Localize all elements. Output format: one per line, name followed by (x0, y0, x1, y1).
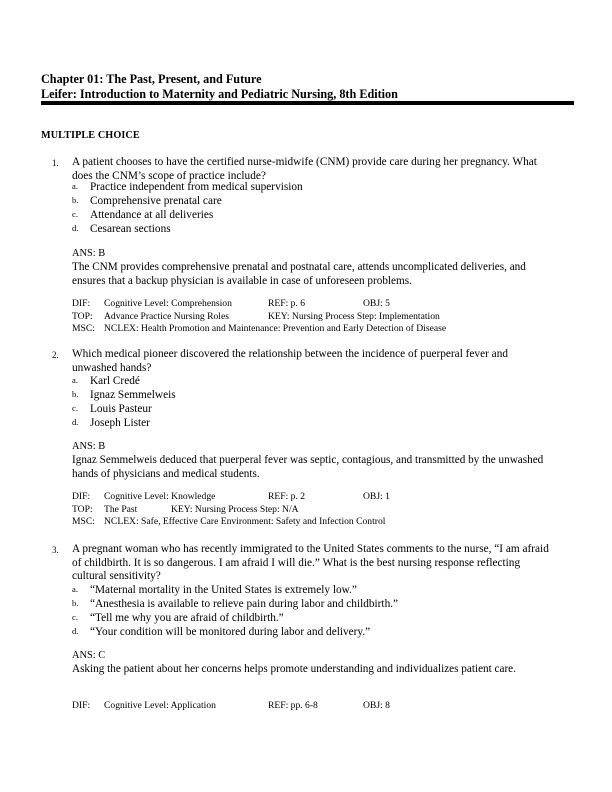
ref-value: REF: p. 6 (268, 298, 306, 309)
top-value: The Past (104, 503, 138, 515)
top-label: TOP: (72, 310, 93, 322)
question-number: 2. (52, 350, 59, 360)
obj-value: OBJ: 5 (363, 298, 390, 309)
option-text: “Tell me why you are afraid of childbirth.” (90, 611, 284, 624)
question-stem: A patient chooses to have the certified nurse-midwife (CNM) provide care during her pregnancy. What does the CNM’s scope of practice include? (72, 156, 537, 182)
header-rule (41, 101, 574, 105)
key-value: KEY: Nursing Process Step: N/A (171, 503, 299, 515)
ref-value: REF: p. 2 (268, 491, 306, 502)
option-letter: d. (72, 416, 79, 427)
question-stem: A pregnant woman who has recently immigrated to the United States comments to the nurse, “I am afraid of childbirth. It is so dangerous. I am afraid I will die.” What is the best nursing response reflecting cultural sensitivity? (72, 543, 549, 582)
option-text: Joseph Lister (90, 416, 150, 429)
dif-value: Cognitive Level: Application (104, 700, 216, 711)
option-letter: c. (72, 208, 78, 219)
question-number: 1. (52, 158, 59, 168)
dif-value: Cognitive Level: Comprehension (104, 298, 232, 309)
msc-value: NCLEX: Health Promotion and Maintenance: Prevention and Early Detection of Disease (104, 323, 447, 334)
option-text: Ignaz Semmelweis (90, 388, 176, 401)
question-stem: Which medical pioneer discovered the relationship between the incidence of puerperal fever and unwashed hands? (72, 348, 508, 374)
answer-label: ANS: B (72, 248, 106, 259)
option-text: Cesarean sections (90, 222, 171, 235)
option-letter: b. (72, 194, 79, 205)
option-text: Louis Pasteur (90, 402, 152, 415)
top-value: Advance Practice Nursing Roles (104, 310, 229, 322)
section-title: MULTIPLE CHOICE (41, 130, 140, 141)
option-text: “Anesthesia is available to relieve pain during labor and childbirth.” (90, 597, 399, 610)
option-letter: a. (72, 181, 78, 191)
rationale-text: Asking the patient about her concerns helps promote understanding and individualizes patient care. (72, 663, 516, 675)
option-text: Comprehensive prenatal care (90, 194, 222, 207)
book-title: Leifer: Introduction to Maternity and Pediatric Nursing, 8th Edition (41, 87, 398, 101)
ref-value: REF: pp. 6-8 (268, 700, 318, 711)
msc-label: MSC: (72, 323, 95, 334)
answer-label: ANS: B (72, 441, 106, 452)
rationale-text: The CNM provides comprehensive prenatal and postnatal care, attends uncomplicated deliveries, and ensures that a backup physician is available in case of unforeseen problems. (72, 261, 526, 287)
chapter-title: Chapter 01: The Past, Present, and Future (41, 72, 262, 86)
option-letter: a. (72, 584, 78, 594)
rationale-text: Ignaz Semmelweis deduced that puerperal fever was septic, contagious, and transmitted by the unwashed hands of physicians and medical students. (72, 454, 544, 480)
question-number: 3. (52, 545, 59, 555)
option-text: “Maternal mortality in the United States is extremely low.” (90, 584, 357, 596)
option-letter: c. (72, 611, 78, 622)
answer-label: ANS: C (72, 650, 106, 661)
option-letter: b. (72, 388, 79, 399)
obj-value: OBJ: 8 (363, 700, 390, 711)
option-text: Attendance at all deliveries (90, 208, 214, 221)
option-letter: c. (72, 402, 78, 413)
option-text: “Your condition will be monitored during labor and delivery.” (90, 625, 371, 638)
option-text: Practice independent from medical supervision (90, 181, 303, 193)
option-letter: a. (72, 375, 78, 385)
option-letter: d. (72, 625, 79, 636)
option-text: Karl Credé (90, 375, 140, 387)
msc-value: NCLEX: Safe, Effective Care Environment: Safety and Infection Control (104, 516, 386, 527)
option-letter: d. (72, 222, 79, 233)
key-value: KEY: Nursing Process Step: Implementation (268, 310, 440, 322)
dif-value: Cognitive Level: Knowledge (104, 491, 216, 502)
dif-label: DIF: (72, 700, 91, 711)
option-letter: b. (72, 597, 79, 608)
dif-label: DIF: (72, 298, 91, 309)
dif-label: DIF: (72, 491, 91, 502)
obj-value: OBJ: 1 (363, 491, 390, 502)
top-label: TOP: (72, 503, 93, 515)
msc-label: MSC: (72, 516, 95, 527)
